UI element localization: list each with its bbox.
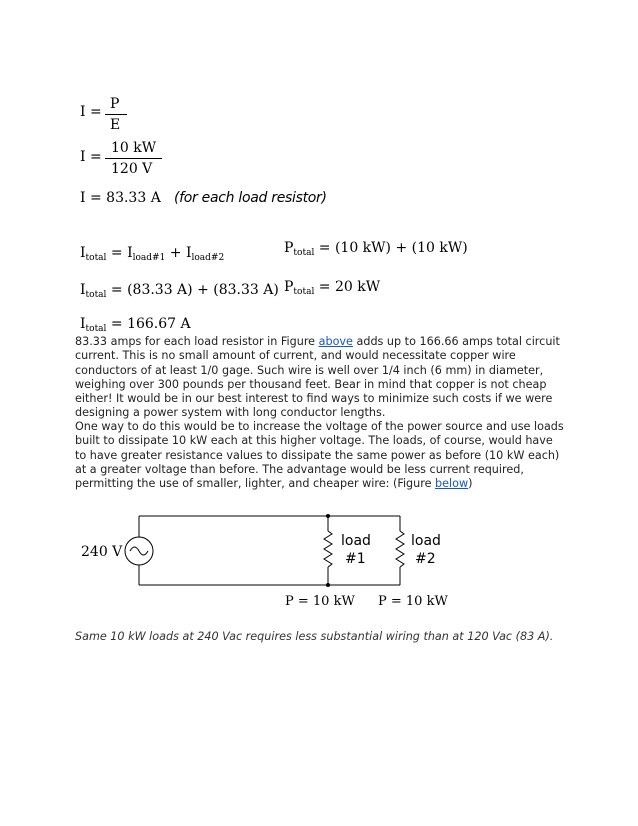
link-below[interactable]: below — [435, 477, 469, 491]
ptotal-formula: $P_{total} = (10$ kW) + (10 kW) — [284, 240, 468, 258]
load2-label-line2: #2 — [415, 551, 436, 567]
load2-resistor-icon — [396, 531, 404, 567]
junction-dot-top — [326, 514, 330, 518]
load2-label-line1: load — [411, 533, 441, 549]
eq1-numerator: P — [110, 96, 120, 112]
load1-label-line1: load — [341, 533, 371, 549]
eq1-lhs: I = — [80, 104, 102, 120]
paragraph-1: 83.33 amps for each load resistor in Figure above adds up to 166.66 amps total circuit current. This is no small amount of current, and would necessitate copper wire conductors of at least 1/0 gage. Such wire is well over 1/4 inch (6 mm) in diameter, weighing over 300 pounds per thousand feet. Bear in mind that copper is not cheap either! It would be in our best interest to find ways to minimize such costs if we were designing a power system with long conductor lengths. — [75, 335, 560, 420]
ac-sine-icon — [130, 547, 148, 555]
eq3-result: I = 83.33 A — [80, 190, 161, 206]
load1-power-label: P = 10 kW — [285, 594, 355, 609]
eq2-lhs: I = — [80, 149, 102, 165]
itotal-values: $I_{total} = (83.33$ A) + (83.33 A) — [80, 282, 279, 300]
eq3-note: (for each load resistor) — [174, 190, 327, 206]
load2-power-label: P = 10 kW — [378, 594, 448, 609]
ptotal-result: $P_{total} = 20$ kW — [284, 279, 381, 297]
load1-label-line2: #1 — [345, 551, 366, 567]
paragraph-2: One way to do this would be to increase the voltage of the power source and use loads built to dissipate 10 kW each at this higher voltage. The loads, of course, would have to have greater resistance values to dissipate the same power as before (10 kW each) at a greater voltage than before. The advantage would be less current required, permitting the use of smaller, lighter, and cheaper wire: (Figure below) — [75, 420, 564, 491]
itotal-result: $I_{total} = 166.67$ A — [80, 316, 191, 334]
junction-dot-bottom — [326, 583, 330, 587]
eq2-numerator: 10 kW — [111, 140, 157, 156]
link-above[interactable]: above — [318, 335, 353, 348]
itotal-formula: $I_{total} = I_{load\#1} + I_{load\#2}$ — [80, 245, 225, 263]
source-label: 240 V — [81, 544, 123, 560]
eq2-denominator: 120 V — [111, 161, 153, 177]
eq1-denominator: E — [110, 117, 121, 133]
figure-caption: Same 10 kW loads at 240 Vac requires less substantial wiring than at 120 Vac (83 A). — [75, 630, 554, 643]
load1-resistor-icon — [324, 531, 332, 567]
